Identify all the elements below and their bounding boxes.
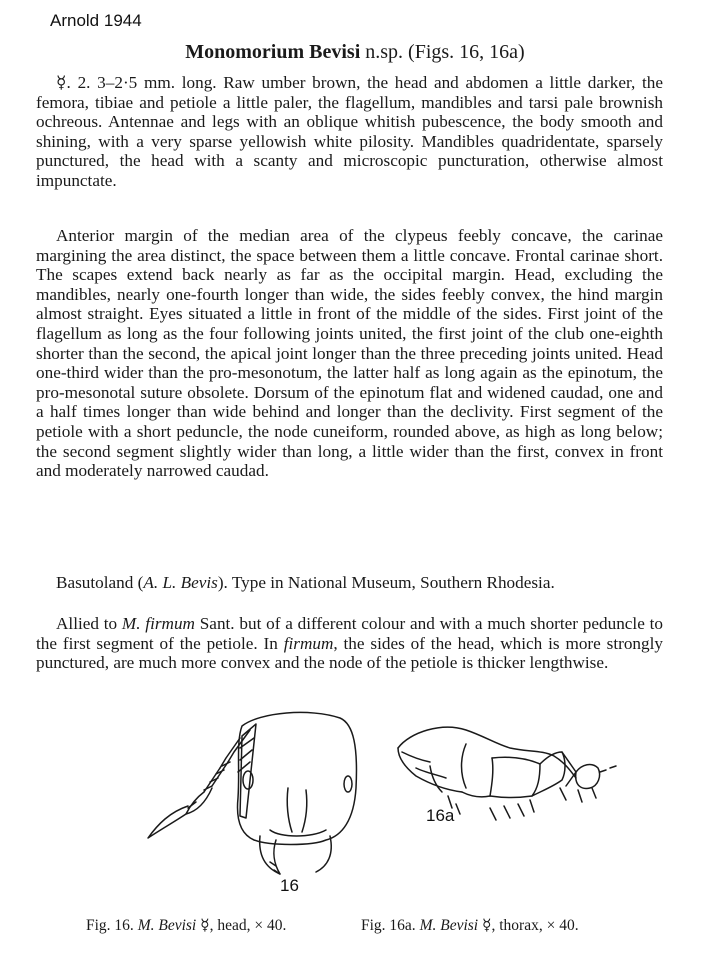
species-ref-2: firmum — [283, 633, 334, 653]
figure-label-16: 16 — [280, 876, 299, 895]
caption-fig16-pre: Fig. 16. — [86, 917, 138, 934]
paragraph-3-text — [36, 573, 663, 593]
caption-fig16-species: M. Bevisi — [137, 917, 197, 934]
comparison-post: , the sides of the head, which is more strongly punctured, are much more convex and the node of the petiole is thicker lengthwise. — [36, 633, 663, 673]
locality-pre: Basutoland ( — [56, 573, 144, 592]
comparison-mid: Sant. but of a different colour and with a much shorter peduncle to the first segment of the petiole. In — [36, 614, 663, 653]
paragraph-1-text: ☿. 2. 3–2·5 mm. long. Raw umber brown, the head and abdomen a little darker, the femora, tibiae and petiole a little paler, the flagellum, mandibles and tarsi pale brownish ochreous. Antennae and legs with an oblique whitish pubescence, the body smooth and shining, with a very sparse yellowish white pilosity. Mandibles quadridentate, sparsely punctured, the head with a scanty and microscopic puncturation, otherwise almost impunctate. — [36, 73, 663, 190]
species-name: Monomorium Bevisi — [185, 41, 361, 63]
caption-fig16-post: ☿, head, × 40. — [196, 917, 287, 934]
collector-name: A. L. Bevis — [143, 573, 218, 592]
paragraph-morphology — [36, 226, 663, 481]
paragraph-comparison — [36, 614, 663, 673]
title-rest: n.sp. (Figs. 16, 16a) — [360, 41, 525, 63]
caption-fig16 — [86, 916, 286, 935]
caption-fig16a-pre: Fig. 16a. — [361, 917, 420, 934]
figure-label-16a: 16a — [426, 806, 455, 825]
locality-post: ). Type in National Museum, Southern Rhodesia. — [217, 573, 555, 592]
caption-fig16a-species: M. Bevisi — [419, 917, 479, 934]
caption-fig16a-post: ☿, thorax, × 40. — [478, 917, 579, 934]
paragraph-2-text: Anterior margin of the median area of the clypeus feebly concave, the carinae margining the area distinct, the space between them a little concave. Frontal carinae short. The scapes extend back nearly as far as the occipital margin. Head, excluding the mandibles, nearly one-fourth longer than wide, the sides feebly convex, the hind margin almost straight. Eyes situated a little in front of the middle of the sides. First joint of the flagellum as long as the four following joints united, the first joint of the club one-eighth shorter than the second, the apical joint longer than the three preceding joints united. Head one-third wider than the pro-mesonotum, the latter half as long again as the epinotum, the pro-mesonotal suture obsolete. Dorsum of the epinotum flat and widened caudad, one and a half times longer than wide behind and longer than the declivity. First segment of the petiole with a short peduncle, the node cuneiform, rounded above, as high as long below; the second segment slightly wider than long, a little wider than the first, convex in front and moderately narrowed caudad. — [36, 226, 663, 481]
paragraph-locality — [36, 573, 663, 593]
paragraph-4-text — [36, 614, 663, 673]
figure-area — [130, 708, 650, 908]
head-drawing — [148, 712, 356, 874]
paragraph-description — [36, 73, 663, 191]
header-tag: Arnold 1944 — [50, 11, 142, 30]
comparison-pre: Allied to — [56, 614, 122, 633]
figure-drawings — [130, 708, 650, 908]
caption-fig16a — [361, 916, 579, 935]
species-ref-1: M. firmum — [121, 614, 195, 633]
species-title — [0, 41, 710, 64]
